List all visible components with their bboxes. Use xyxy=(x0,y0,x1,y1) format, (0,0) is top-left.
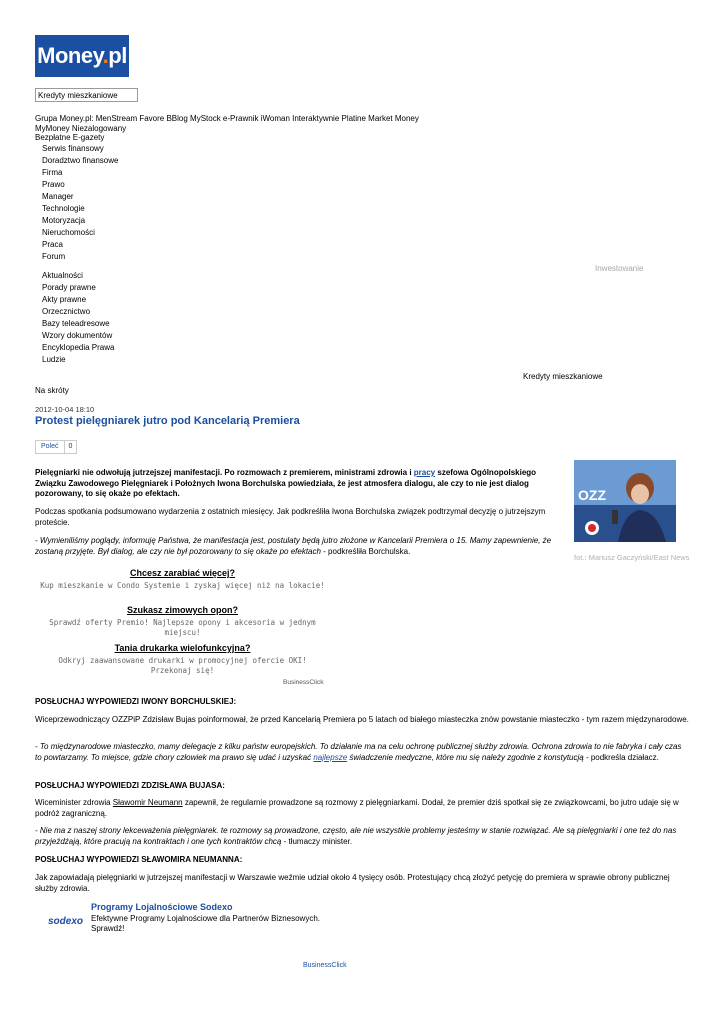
article-lead: Pielęgniarki nie odwołują jutrzejszej manifestacji. Po rozmowach z premierem, ministrami zdrowia i pracy szefowa Ogólnopolskiego Związku Zawodowego Pielęgniarek i Położnych Iwona Borchulska powiedziała, że jest atmosfera dialogu, ale czy to nie jest dialog pozorowany, to się okaże po efektach. xyxy=(35,468,537,498)
paragraph-7: Jak zapowiadają pielęgniarki w jutrzejszej manifestacji w Warszawie weźmie udział około 4 tysięcy osób. Protestujący chcą złożyć petycję do premiera w sprawie obrony publicznej służby zdrowia. xyxy=(35,873,670,893)
menu-item[interactable]: Praca xyxy=(42,240,63,249)
ad-title[interactable]: Szukasz zimowych opon? xyxy=(126,605,238,615)
ads-source[interactable]: BusinessClick xyxy=(283,679,324,686)
menu-item[interactable]: Manager xyxy=(42,192,74,201)
photo-caption: fot.: Mariusz Gaczyński/East News xyxy=(574,553,690,562)
section-heading: POSŁUCHAJ WYPOWIEDZI SŁAWOMIRA NEUMANNA: xyxy=(35,855,243,864)
menu-item[interactable]: Doradztwo finansowe xyxy=(42,156,119,165)
promo-text: Efektywne Programy Lojalnościowe dla Partnerów Biznesowych. Sprawdź! xyxy=(91,914,320,933)
paragraph-6: - Nie ma z naszej strony lekceważenia pielęgniarek. te rozmowy są prowadzone, często, ale nie wszystkie problemy jesteśmy w stanie rozwiązać. Ale są pielęgniarki i one też do nas przyjeżdżają, które pracują na kontraktach i one tych kontraktów chcą - tłumaczy minister. xyxy=(35,826,677,846)
ad-description: Kup mieszkanie w Condo Systemie i zyskaj więcej niż na lokacie! xyxy=(40,581,325,590)
menu-item-invest[interactable]: Inwestowanie xyxy=(595,264,644,273)
shortcuts-label: Na skróty xyxy=(35,386,69,395)
law-menu xyxy=(42,270,114,366)
money-pl-logo[interactable]: Money.pl xyxy=(35,35,129,77)
recommend-button[interactable] xyxy=(35,440,77,454)
article-date: 2012-10-04 18:10 xyxy=(35,405,95,414)
ad-title[interactable]: Tania drukarka wielofunkcyjna? xyxy=(114,643,251,653)
recommend-count: 0 xyxy=(64,441,77,453)
menu-item[interactable]: Aktualności xyxy=(42,271,83,280)
recommend-label: Poleć xyxy=(41,443,59,450)
promo-title[interactable]: Programy Lojalnościowe Sodexo xyxy=(91,902,233,912)
menu-item[interactable]: Serwis finansowy xyxy=(42,144,104,153)
section-heading: POSŁUCHAJ WYPOWIEDZI ZDZISŁAWA BUJASA: xyxy=(35,781,225,790)
menu-item[interactable]: Prawo xyxy=(42,180,65,189)
ad-block[interactable] xyxy=(35,568,330,591)
promo-source[interactable]: BusinessClick xyxy=(303,962,347,969)
sodexo-logo[interactable]: sodexo xyxy=(48,916,84,927)
menu-item[interactable]: Orzecznictwo xyxy=(42,307,91,316)
menu-item[interactable]: Forum xyxy=(42,252,66,261)
svg-text:OZZ: OZZ xyxy=(578,487,606,503)
ad-description: Odkryj zaawansowane drukarki w promocyjnej ofercie OKI! Przekonaj się! xyxy=(58,656,307,675)
link-neumann[interactable]: Sławomir Neumann xyxy=(112,798,183,807)
paragraph-3: Wiceprzewodniczący OZZPiP Zdzisław Bujas poinformował, że przed Kancelarią Premiera po 5 latach od białego miasteczka znów powstanie miasteczko - tym razem międzynarodowe. xyxy=(35,715,689,724)
paragraph-1: Podczas spotkania podsumowano wydarzenia z ostatnich miesięcy. Jak podkreśliła Iwona Borchulska związek podtrzymał decyzję o jutrzejszym proteście. xyxy=(35,507,546,527)
menu-item[interactable]: Encyklopedia Prawa xyxy=(42,343,115,352)
section-heading: POSŁUCHAJ WYPOWIEDZI IWONY BORCHULSKIEJ: xyxy=(35,697,237,706)
main-menu xyxy=(42,143,118,263)
egazety-line[interactable]: Bezpłatne E-gazety xyxy=(35,133,105,142)
menu-item[interactable]: Motoryzacja xyxy=(42,216,86,225)
menu-item[interactable]: Technologie xyxy=(42,204,85,213)
ad-block[interactable] xyxy=(35,605,330,638)
account-line[interactable]: MyMoney Niezalogowany xyxy=(35,124,127,133)
search-input[interactable]: Kredyty mieszkaniowe xyxy=(35,88,138,102)
ad-description: Sprawdź oferty Premio! Najlepsze opony i akcesoria w jednym miejscu! xyxy=(49,618,316,637)
menu-item[interactable]: Bazy teleadresowe xyxy=(42,319,110,328)
menu-item[interactable]: Nieruchomości xyxy=(42,228,95,237)
article-photo xyxy=(574,460,676,542)
kredyty-link[interactable]: Kredyty mieszkaniowe xyxy=(523,372,603,381)
menu-item[interactable]: Wzory dokumentów xyxy=(42,331,113,340)
menu-item[interactable]: Firma xyxy=(42,168,63,177)
link-najlepsze[interactable]: najlepsze xyxy=(313,752,348,762)
menu-item[interactable]: Ludzie xyxy=(42,355,66,364)
group-sites-line[interactable]: Grupa Money.pl: MenStream Favore BBlog MyStock e-Prawnik iWoman Interaktywnie Platine Market Money xyxy=(35,114,419,123)
link-pracy[interactable]: pracy xyxy=(413,468,436,477)
paragraph-4: - To międzynarodowe miasteczko, mamy delegacje z kilku państw europejskich. To działanie ma na celu ochronę publicznej służby zdrowia. Ochrona zdrowia to nie fabryka i cały czas to powtarzamy. To miejsce, gdzie chory człowiek ma prawo się udać i uzyskać najlepsze świadczenie medyczne, które mu się należy zgodnie z konstytucją - podkreśla działacz. xyxy=(35,742,682,762)
article-title: Protest pielęgniarek jutro pod Kancelarią Premiera xyxy=(35,415,300,427)
ad-block[interactable] xyxy=(45,643,320,676)
menu-item[interactable]: Porady prawne xyxy=(42,283,96,292)
paragraph-5: Wiceminister zdrowia Sławomir Neumann zapewnił, że regularnie prowadzone są rozmowy z pielęgniarkami. Dodał, że premier dziś spotkał się ze związkowcami, bo jutro udaje się w podróż zagraniczną. xyxy=(35,798,679,818)
ad-title[interactable]: Chcesz zarabiać więcej? xyxy=(129,568,236,578)
paragraph-2: - Wymieniliśmy poglądy, informuję Państwa, że manifestacja jest, postulaty będą jutro złożone w Kancelarii Premiera o 15. Mamy zapewnienie, że zostaną przyjęte. Był dialog, ale czy nie był pozorowany to się okaże po efektach - podkreśliła Borchulska. xyxy=(35,536,552,556)
menu-item[interactable]: Akty prawne xyxy=(42,295,87,304)
